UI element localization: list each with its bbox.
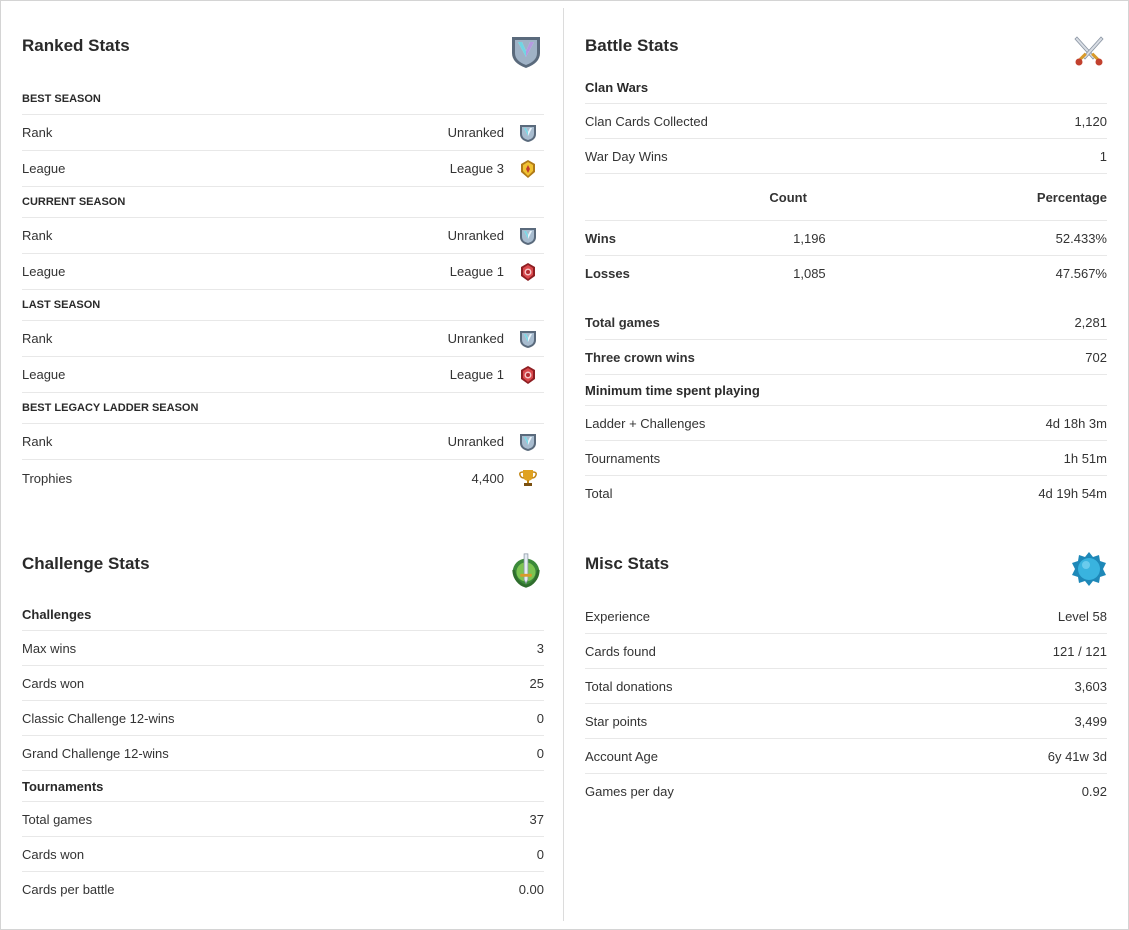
stat-label: Three crown wins (585, 349, 695, 365)
stat-value: Unranked (447, 434, 504, 449)
stat-value: Unranked (447, 331, 504, 346)
stat-label: Total games (22, 811, 93, 827)
time-played-header: Minimum time spent playing (585, 375, 1107, 406)
result-label: Losses (585, 266, 630, 281)
ranked-row (22, 321, 544, 357)
stat-label: Total donations (585, 678, 673, 694)
season-header: LAST SEASON (22, 290, 544, 321)
ranked-stats-title: Ranked Stats (22, 36, 130, 55)
misc-row (585, 704, 1107, 739)
result-count: 1,196 (793, 230, 826, 246)
stat-value: 1h 51m (1063, 450, 1107, 466)
time-row (585, 441, 1107, 476)
stat-value: 3,499 (1074, 713, 1107, 729)
column-divider (563, 8, 564, 921)
stat-label: War Day Wins (585, 148, 668, 164)
stat-label: Total games (585, 314, 660, 330)
stat-value: 3 (536, 640, 544, 656)
results-column-header (585, 174, 1107, 221)
season-header: BEST SEASON (22, 84, 544, 115)
stat-value: 0 (536, 745, 544, 761)
stat-value: Unranked (447, 125, 504, 140)
misc-stats-title: Misc Stats (585, 554, 670, 573)
result-count: 1,085 (793, 266, 826, 281)
result-row (585, 221, 1107, 256)
total-row (585, 340, 1107, 375)
stat-value: 4,400 (471, 470, 504, 486)
ranked-row (22, 424, 544, 460)
stat-value: 0.00 (518, 882, 544, 897)
ranked-row (22, 357, 544, 393)
stat-label: Experience (585, 608, 651, 624)
stat-value: 2,281 (1074, 314, 1107, 330)
ranked-row (22, 218, 544, 254)
stat-value: 6y 41w 3d (1047, 748, 1107, 764)
challenge-stats-panel (22, 548, 544, 907)
challenge-row (22, 631, 544, 666)
laurel-sword-icon (508, 551, 544, 591)
stat-label: Cards won (22, 675, 85, 691)
time-row (585, 406, 1107, 441)
clan-wars-header: Clan Wars (585, 72, 1107, 104)
stat-value: League 1 (449, 264, 504, 279)
ranked-stats-body (22, 84, 544, 496)
challenge-row (22, 666, 544, 701)
ranked-row (22, 151, 544, 187)
stat-value: 25 (529, 675, 544, 691)
rank-shield-icon (518, 226, 538, 246)
stat-label: League (22, 367, 66, 382)
rank-shield-icon (518, 329, 538, 349)
stat-label: Rank (22, 228, 53, 243)
result-label: Wins (585, 230, 616, 246)
misc-stats-panel (585, 548, 1107, 809)
stat-label: Trophies (22, 470, 73, 486)
stat-value: 0 (536, 846, 544, 862)
stat-value: 0.92 (1081, 784, 1107, 799)
stat-label: Rank (22, 331, 53, 346)
stat-value: 3,603 (1074, 678, 1107, 694)
league3-badge-icon (518, 159, 538, 179)
misc-row (585, 669, 1107, 704)
result-percentage: 52.433% (1055, 230, 1107, 246)
misc-row (585, 634, 1107, 669)
league1-badge-icon (518, 365, 538, 385)
battle-stats-body (585, 72, 1107, 511)
ranked-stats-panel (22, 30, 544, 496)
stat-label: Max wins (22, 640, 77, 656)
rank-shield-icon (518, 123, 538, 143)
stat-label: Grand Challenge 12-wins (22, 745, 169, 761)
stat-value: 121 / 121 (1052, 643, 1107, 659)
stat-label: Total (585, 486, 613, 501)
time-row (585, 476, 1107, 511)
stat-value: League 1 (449, 367, 504, 382)
ranked-row (22, 115, 544, 151)
season-header: BEST LEGACY LADDER SEASON (22, 393, 544, 424)
challenge-stats-body (22, 599, 544, 907)
stat-label: League (22, 264, 66, 279)
stat-value: Level 58 (1057, 608, 1107, 624)
stat-value: 702 (1085, 349, 1107, 365)
stat-label: Games per day (585, 784, 674, 799)
stat-label: Star points (585, 713, 648, 729)
percentage-column-header: Percentage (1036, 189, 1107, 205)
ranked-row (22, 254, 544, 290)
stat-label: Cards found (585, 643, 656, 659)
misc-row (585, 739, 1107, 774)
stat-label: Rank (22, 125, 53, 140)
crossed-swords-icon (1071, 33, 1107, 69)
total-row (585, 305, 1107, 340)
challenge-stats-title: Challenge Stats (22, 554, 150, 573)
stat-value: 0 (536, 710, 544, 726)
totals-spacer (585, 291, 1107, 305)
stat-label: Tournaments (585, 450, 661, 466)
stat-label: League (22, 161, 66, 176)
battle-stats-header (585, 30, 1107, 60)
stat-value: 4d 19h 54m (1038, 486, 1107, 501)
battle-stats-panel (585, 30, 1107, 511)
trophy-icon (518, 468, 538, 488)
challenge-row (22, 736, 544, 771)
stat-value: League 3 (449, 161, 504, 176)
stat-value: 1 (1099, 148, 1107, 164)
result-row (585, 256, 1107, 291)
ranked-row (22, 460, 544, 496)
tournament-row (22, 837, 544, 872)
misc-row (585, 599, 1107, 634)
rank-shield-icon (518, 432, 538, 452)
misc-row (585, 774, 1107, 809)
stat-label: Cards won (22, 846, 85, 862)
blue-star-badge-icon (1071, 551, 1107, 587)
challenge-row (22, 701, 544, 736)
clan-row (585, 139, 1107, 174)
stat-value: 37 (529, 811, 544, 827)
league1-badge-icon (518, 262, 538, 282)
stat-label: Ladder + Challenges (585, 415, 706, 431)
stat-label: Classic Challenge 12-wins (22, 710, 175, 726)
crystal-shield-icon (508, 33, 544, 69)
stat-label: Clan Cards Collected (585, 113, 708, 129)
stat-value: 1,120 (1074, 113, 1107, 129)
stat-label: Account Age (585, 748, 658, 764)
count-column-header: Count (769, 189, 807, 205)
tournament-row (22, 802, 544, 837)
challenges-header: Challenges (22, 599, 544, 631)
misc-stats-body (585, 599, 1107, 809)
tournaments-header: Tournaments (22, 771, 544, 802)
clan-row (585, 104, 1107, 139)
tournament-row (22, 872, 544, 907)
stat-value: Unranked (447, 228, 504, 243)
stat-label: Rank (22, 434, 53, 449)
challenge-stats-header (22, 548, 544, 578)
misc-stats-header (585, 548, 1107, 578)
result-percentage: 47.567% (1055, 266, 1107, 281)
stat-label: Cards per battle (22, 882, 115, 897)
battle-stats-title: Battle Stats (585, 36, 679, 55)
season-header: CURRENT SEASON (22, 187, 544, 218)
stat-value: 4d 18h 3m (1045, 415, 1107, 431)
ranked-stats-header (22, 30, 544, 60)
